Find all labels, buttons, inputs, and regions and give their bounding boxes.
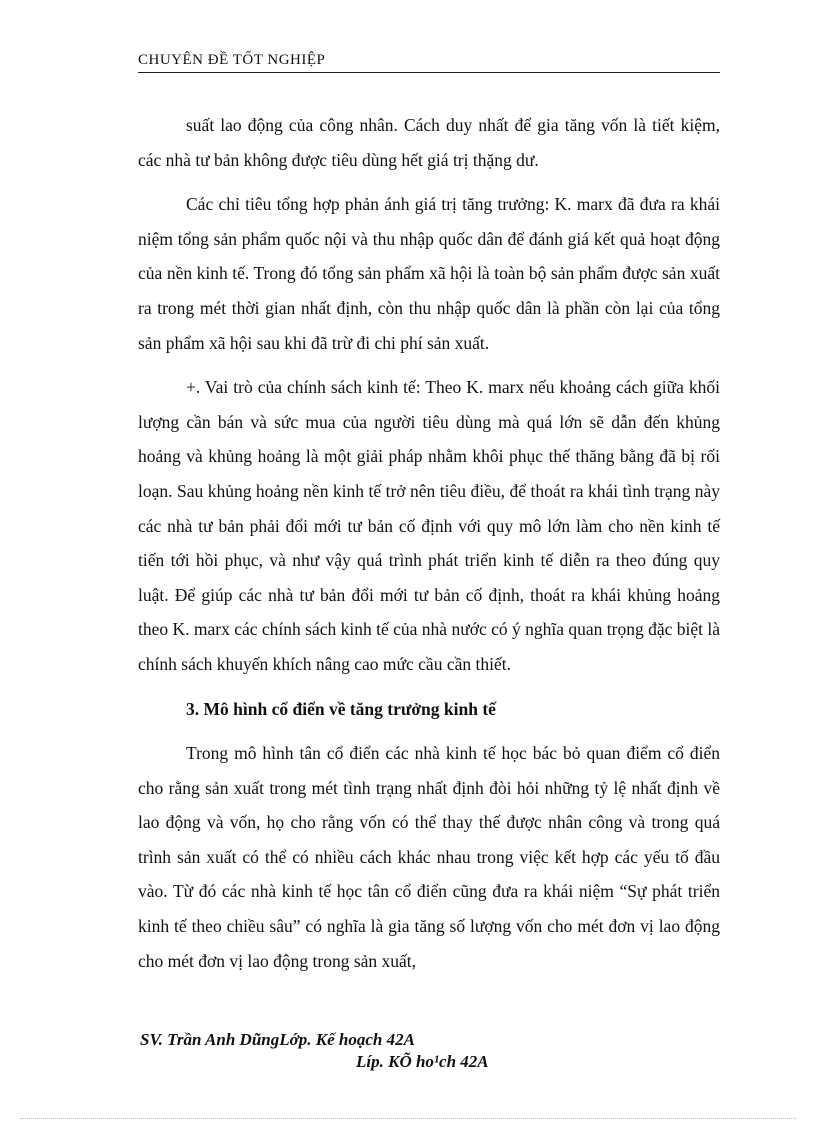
document-body [138, 108, 720, 988]
body-paragraph: Các chỉ tiêu tổng hợp phản ánh giá trị tăng trưởng: K. marx đã đưa ra khái niệm tổng sản phẩm quốc nội và thu nhập quốc dân để đánh giá kết quả hoạt động của nền kinh tế. Trong đó tổng sản phẩm xã hội là toàn bộ sản phẩm được sản xuất ra trong mét thời gian nhất định, còn thu nhập quốc dân là phần còn lại của tổng sản phẩm xã hội sau khi đã trừ đi chi phí sản xuất. [138, 194, 720, 353]
body-paragraph: suất lao động của công nhân. Cách duy nhất để gia tăng vốn là tiết kiệm, các nhà tư bản không được tiêu dùng hết giá trị thặng dư. [138, 115, 720, 170]
page-header [138, 52, 720, 73]
page-bottom-edge [20, 1118, 796, 1119]
body-paragraph: Trong mô hình tân cổ điển các nhà kinh tế học bác bỏ quan điểm cổ điển cho rằng sản xuất trong mét tình trạng nhất định đòi hỏi những tỷ lệ nhất định về lao động và vốn, họ cho rằng vốn có thể thay thế được nhân công và trong quá trình sản xuất có thể có nhiều cách khác nhau trong việc kết hợp các yếu tố đầu vào. Từ đó các nhà kinh tế học tân cổ điển cũng đưa ra khái niệm “Sự phát triển kinh tế theo chiều sâu” có nghĩa là gia tăng số lượng vốn cho mét đơn vị lao động cho mét đơn vị lao động trong sản xuất, [138, 743, 720, 971]
section-heading: 3. Mô hình cổ điển về tăng trưởng kinh tế [186, 698, 496, 719]
footer-author-line: SV. Trần Anh DũngLớp. Kế hoạch 42A [140, 1030, 415, 1049]
header-title: CHUYÊN ĐỀ TỐT NGHIỆP [138, 52, 326, 68]
footer-class-line: Líp. KÕ ho¹ch 42A [356, 1052, 489, 1071]
body-paragraph: +. Vai trò của chính sách kinh tế: Theo K. marx nếu khoảng cách giữa khối lượng cần bán và sức mua của người tiêu dùng mà quá lớn sẽ dẫn đến khủng hoảng và khủng hoảng là một giải pháp nhằm khôi phục thế thăng bằng đã bị rối loạn. Sau khủng hoảng nền kinh tế trở nên tiêu điều, để thoát ra khái tình trạng này các nhà tư bản phải đổi mới tư bản cố định với quy mô lớn làm cho nền kinh tế tiến tới hồi phục, và như vậy quá trình phát triển kinh tế diễn ra theo đúng quy luật. Để giúp các nhà tư bản đổi mới tư bản cố định, thoát ra khái khủng hoảng theo K. marx các chính sách kinh tế của nhà nước có ý nghĩa quan trọng đặc biệt là chính sách khuyến khích nâng cao mức cầu cần thiết. [138, 377, 720, 674]
